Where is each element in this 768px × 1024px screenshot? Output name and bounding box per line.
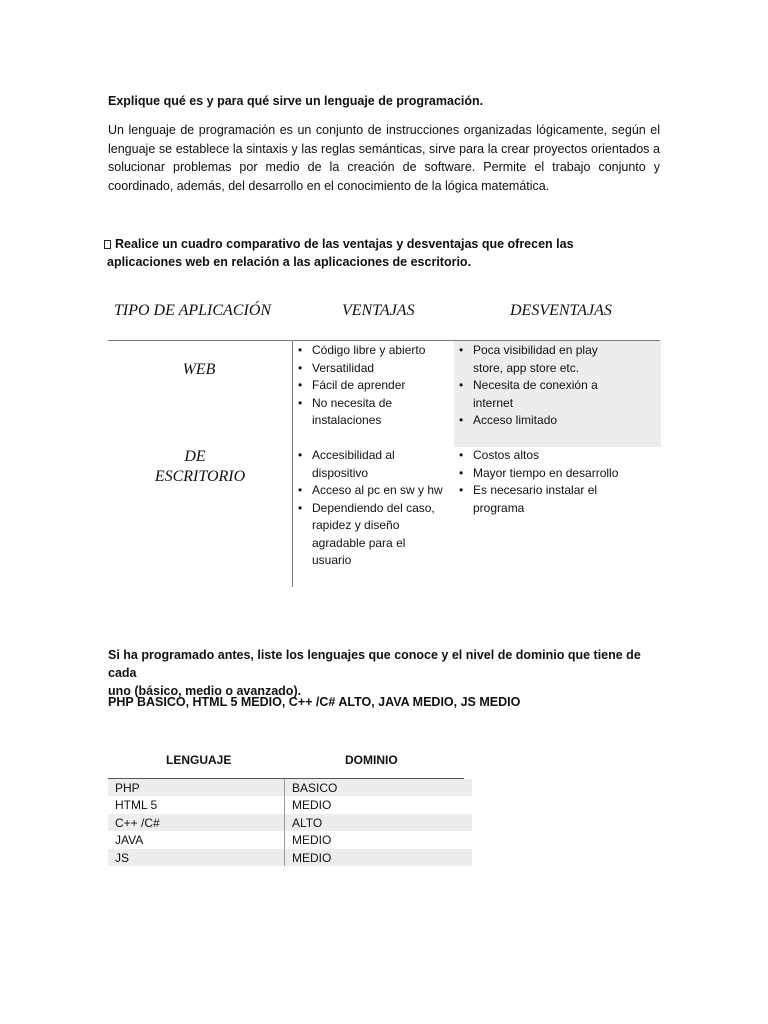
web-desventajas-list	[457, 342, 622, 430]
header-tipo: TIPO DE APLICACIÓN	[114, 302, 272, 319]
language-cell: HTML 5	[115, 798, 158, 812]
answer-1-line: solucionar problemas por medio de la creación de software. Permite el trabajo conjunto y	[108, 160, 660, 174]
missing-glyph-icon	[104, 240, 111, 249]
row-type-escritorio	[108, 447, 292, 487]
list-item: • Necesita de conexión a internet	[457, 377, 622, 412]
table-row	[108, 796, 472, 813]
answer-1-line: Un lenguaje de programación es un conjunto de instrucciones organizadas lógicamente, según el	[108, 123, 660, 137]
escritorio-desventajas-list	[457, 447, 647, 517]
list-item: • Mayor tiempo en desarrollo	[457, 465, 647, 483]
table-row	[108, 779, 472, 796]
list-item: • Versatilidad	[296, 360, 446, 378]
level-cell: MEDIO	[292, 833, 332, 847]
header-desventajas: DESVENTAJAS	[510, 302, 612, 319]
list-item: • No necesita de instalaciones	[296, 395, 446, 430]
level-cell: MEDIO	[292, 851, 332, 865]
answer-1-line: lenguaje se establece la sintaxis y las reglas semánticas, sirve para la crear proyectos orientados a	[108, 141, 660, 156]
question-2-line: Realice un cuadro comparativo de las ventajas y desventajas que ofrecen las	[115, 237, 574, 251]
list-item: • Dependiendo del caso, rapidez y diseño agradable para el usuario	[296, 500, 448, 570]
language-cell: JAVA	[115, 833, 144, 847]
question-2	[104, 235, 574, 271]
row-type-line: ESCRITORIO	[154, 468, 246, 485]
list-item: • Acceso al pc en sw y hw	[296, 482, 448, 500]
level-cell: BASICO	[292, 781, 338, 795]
list-item: • Es necesario instalar el programa	[457, 482, 647, 517]
table-row	[108, 831, 472, 848]
question-1: Explique qué es y para qué sirve un lenguaje de programación.	[108, 94, 484, 108]
language-cell: PHP	[115, 781, 140, 795]
table-row	[108, 814, 472, 831]
question-3-line: uno (básico, medio o avanzado).	[108, 684, 302, 698]
list-item: • Costos altos	[457, 447, 647, 465]
list-item: • Código libre y abierto	[296, 342, 446, 360]
list-item: • Fácil de aprender	[296, 377, 446, 395]
question-2-line: aplicaciones web en relación a las aplicaciones de escritorio.	[107, 255, 472, 269]
language-cell: JS	[115, 851, 130, 865]
column-divider	[292, 341, 293, 587]
header-ventajas: VENTAJAS	[342, 302, 415, 319]
question-3	[108, 646, 668, 700]
row-type-web: WEB	[182, 361, 216, 378]
languages-column-divider	[284, 779, 285, 866]
list-item: • Poca visibilidad en play store, app store etc.	[457, 342, 622, 377]
level-cell: MEDIO	[292, 798, 332, 812]
header-lenguaje: LENGUAJE	[166, 753, 232, 767]
list-item: • Accesibilidad al dispositivo	[296, 447, 448, 482]
question-3-line: Si ha programado antes, liste los lenguajes que conoce y el nivel de dominio que tiene de cada	[108, 648, 641, 680]
web-ventajas-list	[296, 342, 446, 430]
language-cell: C++ /C#	[115, 816, 160, 830]
escritorio-ventajas-list	[296, 447, 448, 570]
row-type-line: DE	[184, 448, 206, 465]
level-cell: ALTO	[292, 816, 323, 830]
header-dominio: DOMINIO	[345, 753, 398, 767]
answer-1-paragraph	[108, 121, 660, 195]
answer-3: PHP BASICO, HTML 5 MEDIO, C++ /C# ALTO, JAVA MEDIO, JS MEDIO	[108, 695, 521, 709]
list-item: • Acceso limitado	[457, 412, 622, 430]
table-row	[108, 849, 472, 866]
answer-1-line: coordinado, además, del desarrollo en el conocimiento de la lógica matemática.	[108, 178, 550, 193]
